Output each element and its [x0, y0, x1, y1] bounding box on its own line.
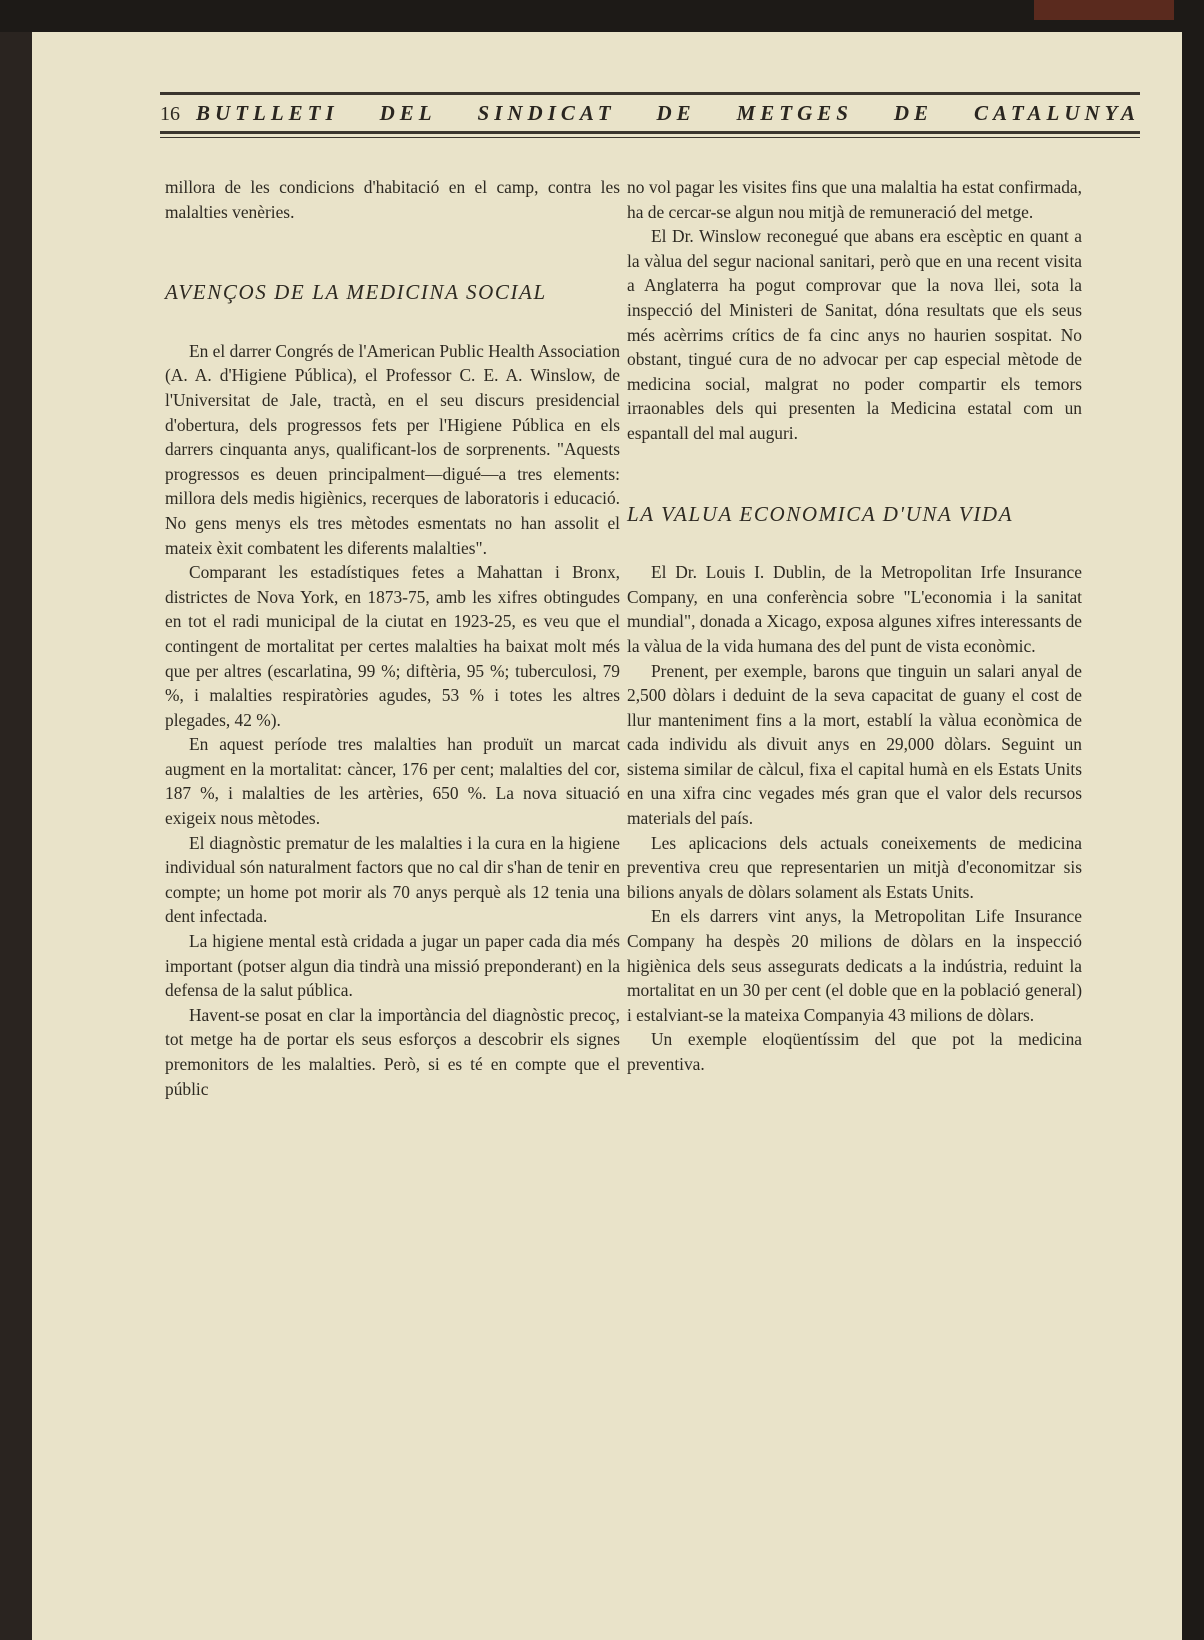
scan-right-border: [1182, 0, 1204, 1640]
section-heading: AVENÇOS DE LA MEDICINA SOCIAL: [165, 280, 547, 305]
title-word: DE: [656, 101, 696, 125]
paragraph: El diagnòstic prematur de les malalties i la cura en la higiene individual són naturalment factors que no cal dir s'han de tenir en compte; un home pot morir als 70 anys perquè als 12 tenia una dent infectada.: [165, 832, 620, 927]
journal-page: [32, 32, 1182, 1640]
journal-title: [196, 95, 1140, 131]
left-column: [165, 175, 620, 1101]
title-word: DE: [893, 101, 934, 125]
paragraph: Prenent, per exemple, barons que tinguin un salari anyal de 2,500 dòlars i deduint de la seva capacitat de guany el cost de llur manteniment fins a la mort, establí la vàlua econòmica de cada individu als divuit anys en 29,000 dòlars. Seguint un sistema similar de càlcul, fixa el capital humà en els Estats Units en una xifra cinc vegades més gran que el valor dels recursos materials del país.: [627, 660, 1082, 829]
paragraph: La higiene mental està cridada a jugar un paper cada dia més important (potser algun dia tindrà una missió preponderant) en la defensa de la salut pública.: [165, 931, 620, 1001]
title-word: BUTLLETI: [196, 101, 339, 125]
scan-top-border: [0, 0, 1204, 32]
right-column: [627, 175, 1082, 1077]
paragraph: Un exemple eloqüentíssim del que pot la medicina preventiva.: [627, 1029, 1082, 1074]
paragraph-continuation: millora de les condicions d'habitació en el camp, contra les malalties venèries.: [165, 177, 620, 222]
section-heading: LA VALUA ECONOMICA D'UNA VIDA: [627, 501, 1014, 526]
title-word: SINDICAT: [477, 101, 616, 125]
title-word: METGES: [736, 101, 853, 125]
paragraph-continuation: no vol pagar les visites fins que una malaltia ha estat confirmada, ha de cercar-se algun nou mitjà de remuneració del metge.: [627, 177, 1082, 222]
paragraph: En aquest període tres malalties han produït un marcat augment en la mortalitat: càncer, 176 per cent; malalties del cor, 187 %, i malalties de les artèries, 650 %. La nova situació exigeix nous mètodes.: [165, 734, 620, 829]
paragraph: Havent-se posat en clar la importància del diagnòstic precoç, tot metge ha de portar els seus esforços a descobrir els signes premonitors de les malalties. Però, si es té en compte que el públic: [165, 1004, 620, 1099]
paragraph: En els darrers vint anys, la Metropolitan Life Insurance Company ha despès 20 milions de dòlars en la inspecció higiènica dels seus assegurats dedicats a la indústria, reduint la mortalitat en un 30 per cent (el doble que en la població general) i estalviant-se la mateixa Companyia 43 milions de dòlars.: [627, 906, 1082, 1025]
title-word: DEL: [379, 101, 437, 125]
page-number: 16: [160, 103, 180, 125]
title-word: CATALUNYA: [973, 101, 1140, 125]
running-header: [160, 92, 1140, 138]
paragraph: Les aplicacions dels actuals coneixements de medicina preventiva creu que representarien un mitjà d'economitzar sis bilions anyals de dòlars solament als Estats Units.: [627, 832, 1082, 902]
header-rule-thin: [160, 137, 1140, 138]
paragraph: El Dr. Louis I. Dublin, de la Metropolitan Irfe Insurance Company, en una conferència sobre "L'economia i la sanitat mundial", donada a Xicago, exposa algunes xifres interessants de la vàlua de la vida humana des del punt de vista econòmic.: [627, 562, 1082, 656]
paragraph: El Dr. Winslow reconegué que abans era escèptic en quant a la vàlua del segur nacional sanitari, però que en una recent visita a Anglaterra ha pogut comprovar que la nova llei, sota la inspecció del Ministeri de Sanitat, dóna resultats que els seus més acèrrims crítics de fa cinc anys no haurien sospitat. No obstant, tingué cura de no advocar per cap especial mètode de medicina social, malgrat no poder compartir els temors irraonables dels qui presenten la Medicina estatal com un espantall del mal auguri.: [627, 226, 1082, 443]
header-rule-bottom: [160, 131, 1140, 134]
paragraph: Comparant les estadístiques fetes a Mahattan i Bronx, districtes de Nova York, en 1873-75, amb les xifres obtingudes en tot el radi municipal de la ciutat en 1923-25, es veu que el contingent de mortalitat per certes malalties ha baixat molt més que per altres (escarlatina, 99 %; diftèria, 95 %; tuberculosi, 79 %, i malalties respiratòries agudes, 53 % i totes les altres plegades, 42 %).: [165, 562, 620, 730]
paragraph: En el darrer Congrés de l'American Public Health Association (A. A. d'Higiene Pública), el Professor C. E. A. Winslow, de l'Universitat de Jale, tractà, en el seu discurs presidencial d'obertura, dels progressos fets per l'Higiene Pública en els darrers cinquanta anys, qualificant-los de sorprenents. "Aquests progressos es deuen principalment—digué—a tres elements: millora dels medis higiènics, recerques de laboratoris i educació. No gens menys els tres mètodes esmentats no han assolit el mateix èxit combatent les diferents malalties".: [165, 340, 621, 558]
